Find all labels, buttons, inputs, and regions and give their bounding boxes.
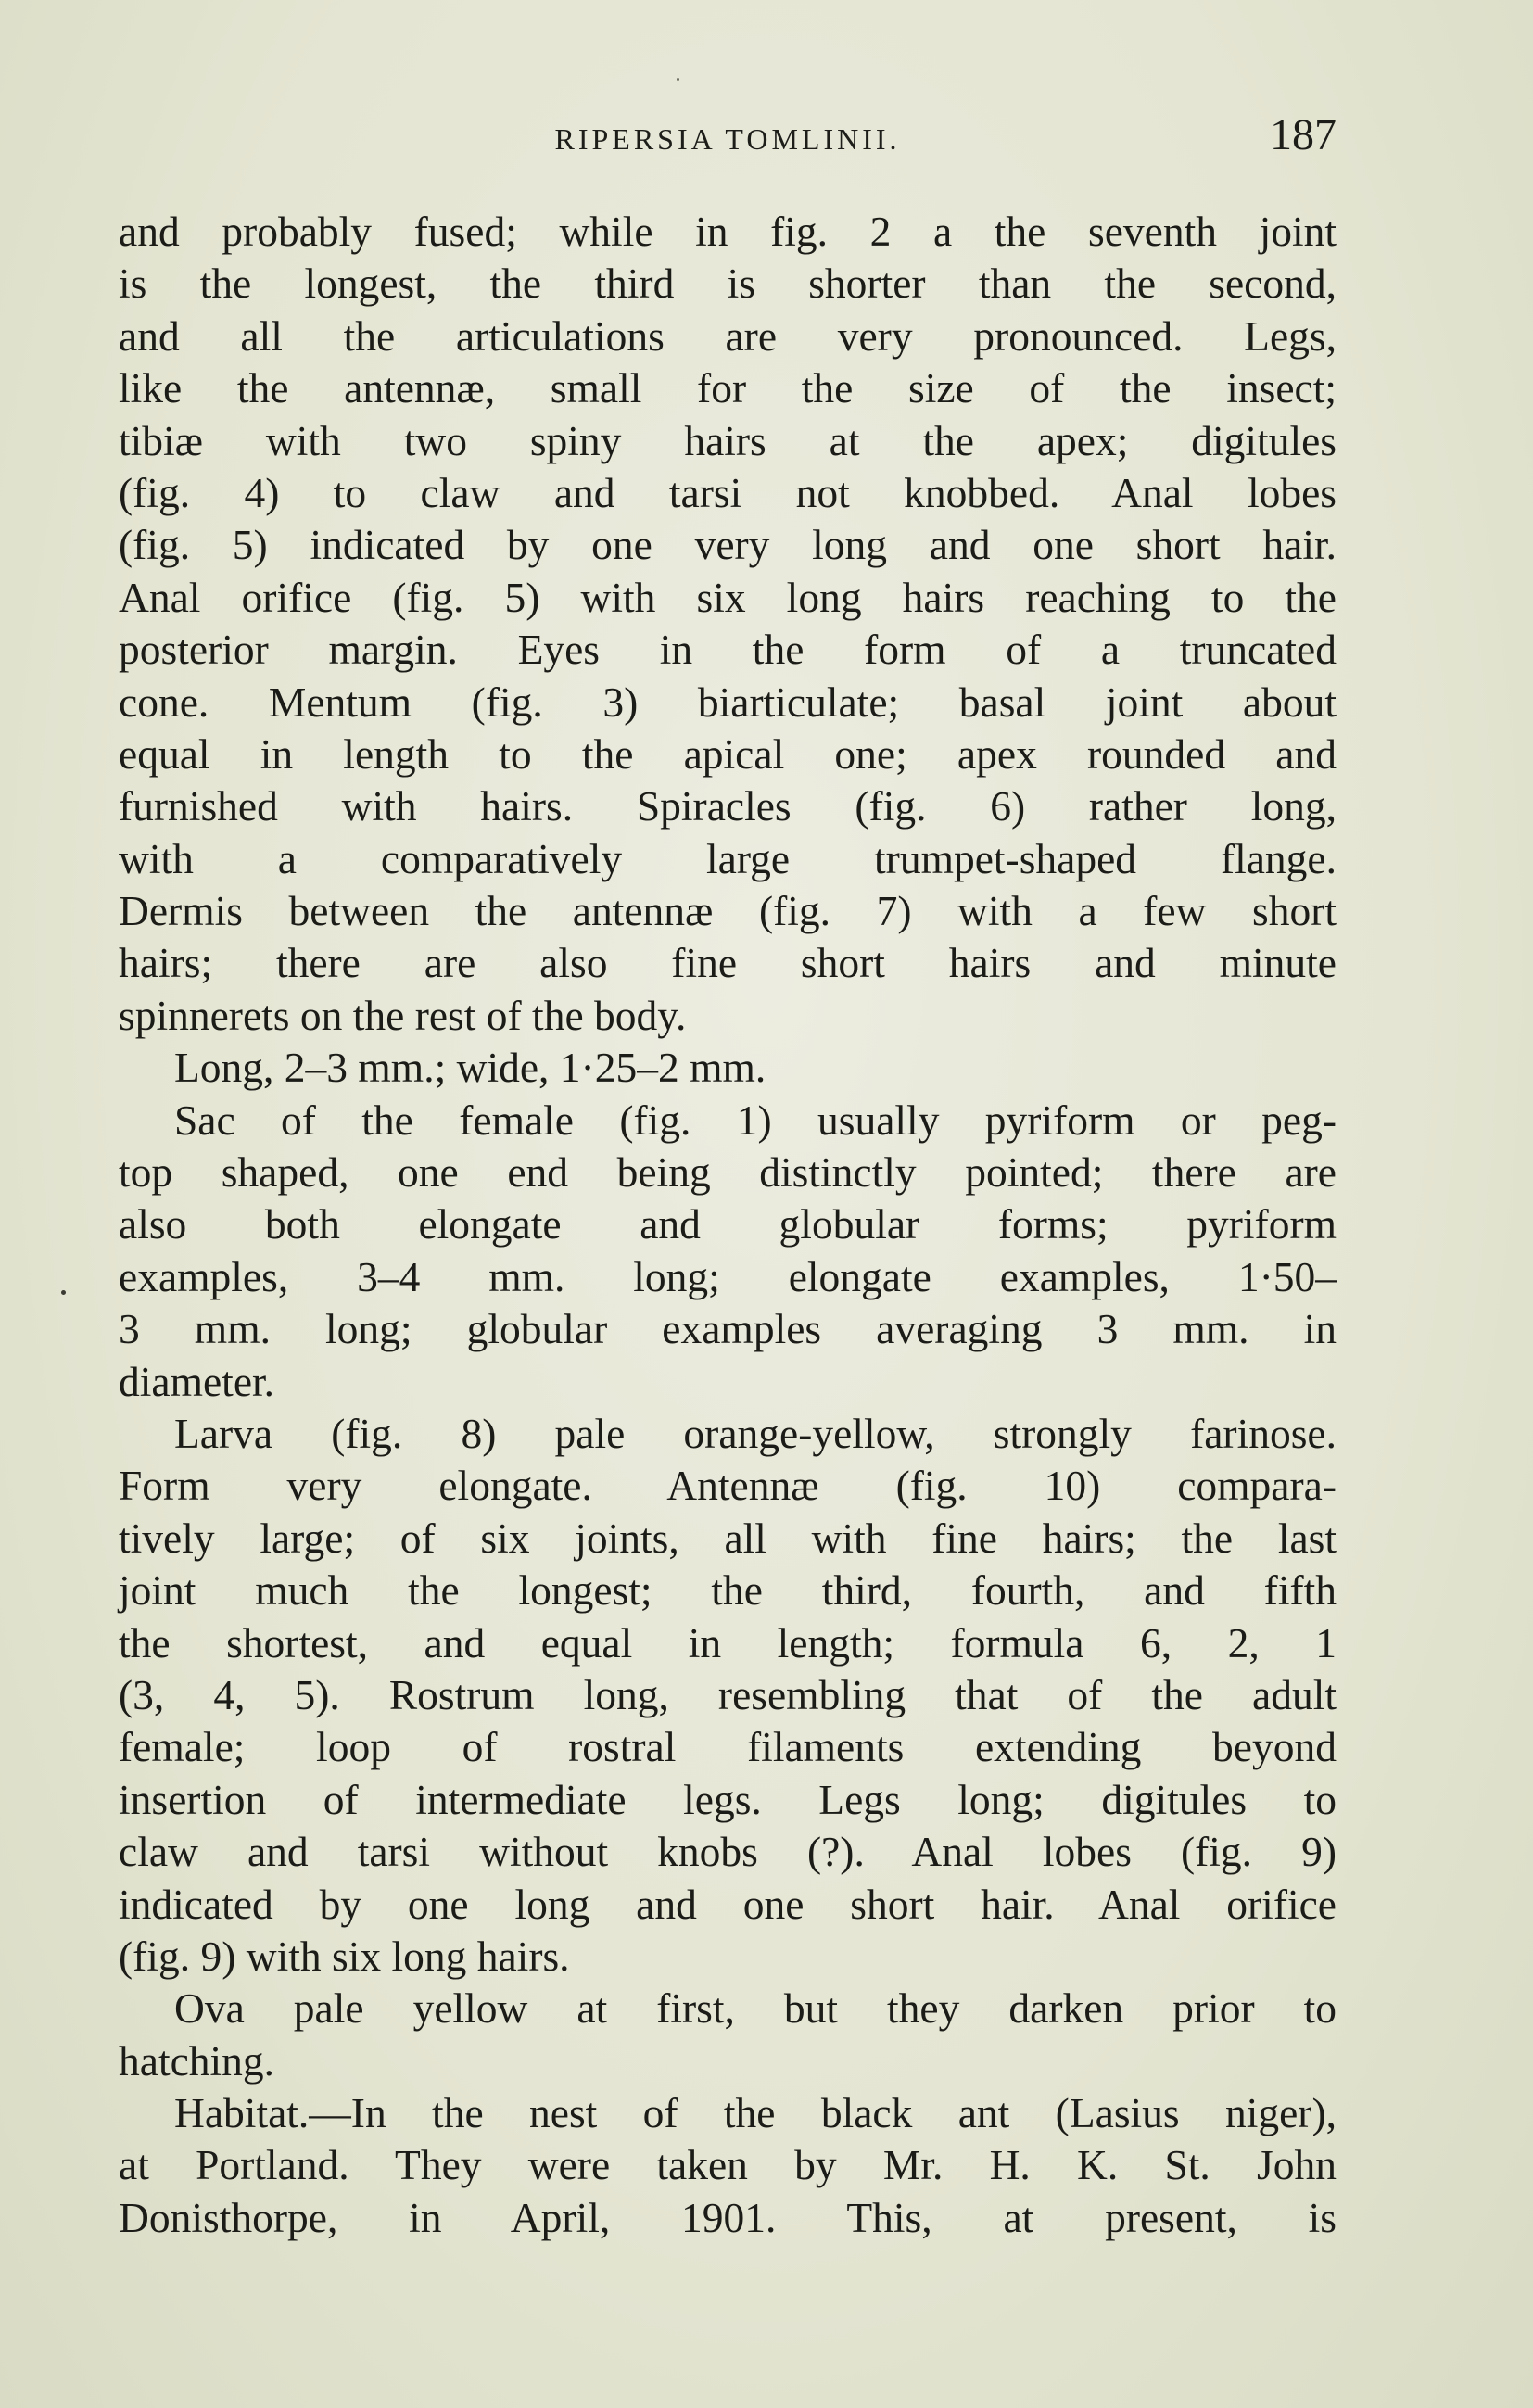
- text-line: Dermis between the antennæ (fig. 7) with a few short: [119, 887, 1337, 935]
- text-line: 3 mm. long; globular examples averaging 3 mm. in: [119, 1305, 1337, 1353]
- text-line: joint much the longest; the third, fourth, and fifth: [119, 1566, 1337, 1615]
- text-line: hairs; there are also fine short hairs and minute: [119, 939, 1337, 987]
- text-line: top shaped, one end being distinctly pointed; there are: [119, 1148, 1337, 1197]
- running-head: RIPERSIA TOMLINII.: [554, 122, 901, 156]
- text-line: is the longest, the third is shorter than the second,: [119, 260, 1337, 308]
- text-line: indicated by one long and one short hair. Anal orifice: [119, 1880, 1337, 1928]
- text-line: Sac of the female (fig. 1) usually pyriform or peg-: [174, 1096, 1337, 1144]
- text-line: insertion of intermediate legs. Legs long; digitules to: [119, 1775, 1337, 1823]
- text-line: posterior margin. Eyes in the form of a truncated: [119, 626, 1337, 674]
- text-line: claw and tarsi without knobs (?). Anal lobes (fig. 9): [119, 1828, 1337, 1876]
- text-line: Larva (fig. 8) pale orange-yellow, strongly farinose.: [174, 1409, 1337, 1457]
- text-line: hatching.: [119, 2036, 275, 2085]
- text-line: (fig. 9) with six long hairs.: [119, 1932, 570, 1980]
- text-line: (fig. 4) to claw and tarsi not knobbed. Anal lobes: [119, 468, 1337, 516]
- text-line: Donisthorpe, in April, 1901. This, at present, is: [119, 2193, 1337, 2241]
- text-line: equal in length to the apical one; apex rounded and: [119, 729, 1337, 778]
- text-line: also both elongate and globular forms; pyriform: [119, 1200, 1337, 1248]
- text-line: Ova pale yellow at first, but they darken prior to: [174, 1984, 1337, 2033]
- text-line: (fig. 5) indicated by one very long and one short hair.: [119, 521, 1337, 569]
- text-line: tibiæ with two spiny hairs at the apex; digitules: [119, 416, 1337, 464]
- text-line: spinnerets on the rest of the body.: [119, 991, 687, 1039]
- text-line: Habitat.—In the nest of the black ant (Lasius niger),: [174, 2089, 1337, 2137]
- text-line: cone. Mentum (fig. 3) biarticulate; basal joint about: [119, 678, 1337, 726]
- text-line: and all the articulations are very pronounced. Legs,: [119, 311, 1337, 360]
- text-line: at Portland. They were taken by Mr. H. K. St. John: [119, 2141, 1337, 2189]
- text-line: the shortest, and equal in length; formula 6, 2, 1: [119, 1618, 1337, 1667]
- paper-speck: [677, 78, 679, 81]
- text-line: with a comparatively large trumpet-shaped flange.: [119, 834, 1337, 882]
- text-line: Anal orifice (fig. 5) with six long hairs reaching to the: [119, 573, 1337, 621]
- page-number: 187: [1270, 110, 1337, 159]
- text-line: Long, 2–3 mm.; wide, 1·25–2 mm.: [174, 1044, 766, 1092]
- text-line: furnished with hairs. Spiracles (fig. 6) rather long,: [119, 782, 1337, 830]
- text-line: tively large; of six joints, all with fine hairs; the last: [119, 1514, 1337, 1562]
- margin-speck: [61, 1290, 66, 1295]
- text-line: Form very elongate. Antennæ (fig. 10) compara-: [119, 1462, 1337, 1510]
- page-header: [119, 109, 1337, 174]
- text-line: (3, 4, 5). Rostrum long, resembling that of the adult: [119, 1670, 1337, 1718]
- text-line: examples, 3–4 mm. long; elongate examples, 1·50–: [119, 1252, 1337, 1300]
- body-text: [119, 206, 1337, 2244]
- text-line: like the antennæ, small for the size of the insect;: [119, 364, 1337, 412]
- text-line: diameter.: [119, 1357, 275, 1405]
- text-line: female; loop of rostral filaments extending beyond: [119, 1723, 1337, 1771]
- text-line: and probably fused; while in fig. 2 a the seventh joint: [119, 208, 1337, 255]
